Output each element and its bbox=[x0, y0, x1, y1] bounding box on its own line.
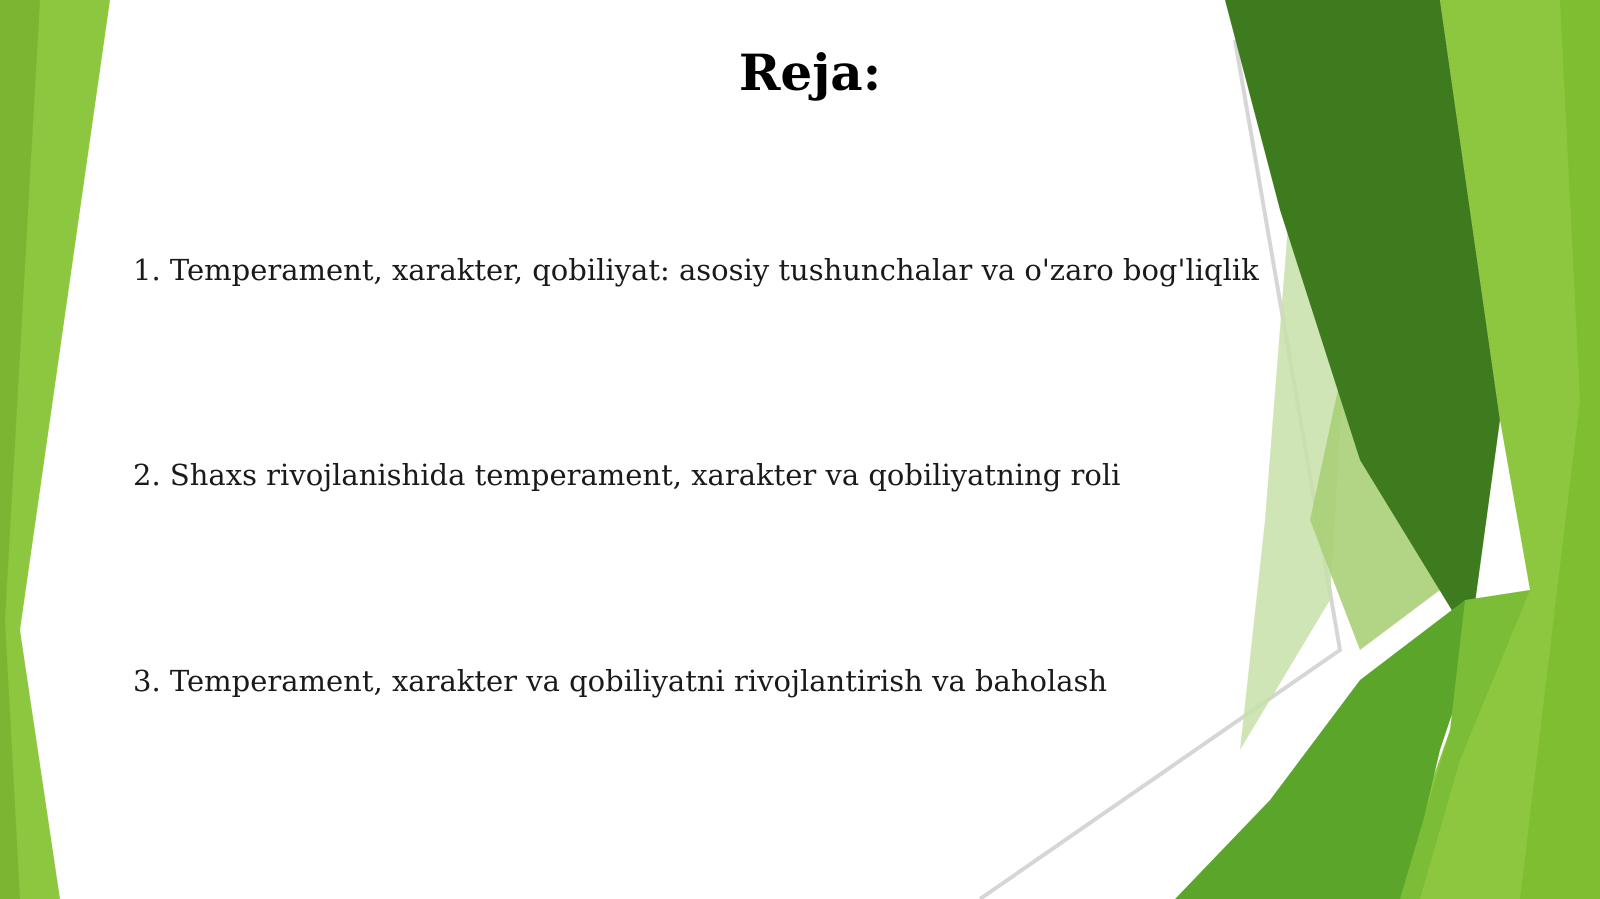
plan-item-3: 3. Temperament, xarakter va qobiliyatni rivojlantirish va baholash bbox=[133, 664, 1108, 698]
slide-title: Reja: bbox=[738, 43, 882, 102]
plan-item-1: 1. Temperament, xarakter, qobiliyat: asosiy tushunchalar va o'zaro bog'liqlik bbox=[133, 253, 1259, 287]
plan-item-2: 2. Shaxs rivojlanishida temperament, xarakter va qobiliyatning roli bbox=[133, 458, 1121, 492]
